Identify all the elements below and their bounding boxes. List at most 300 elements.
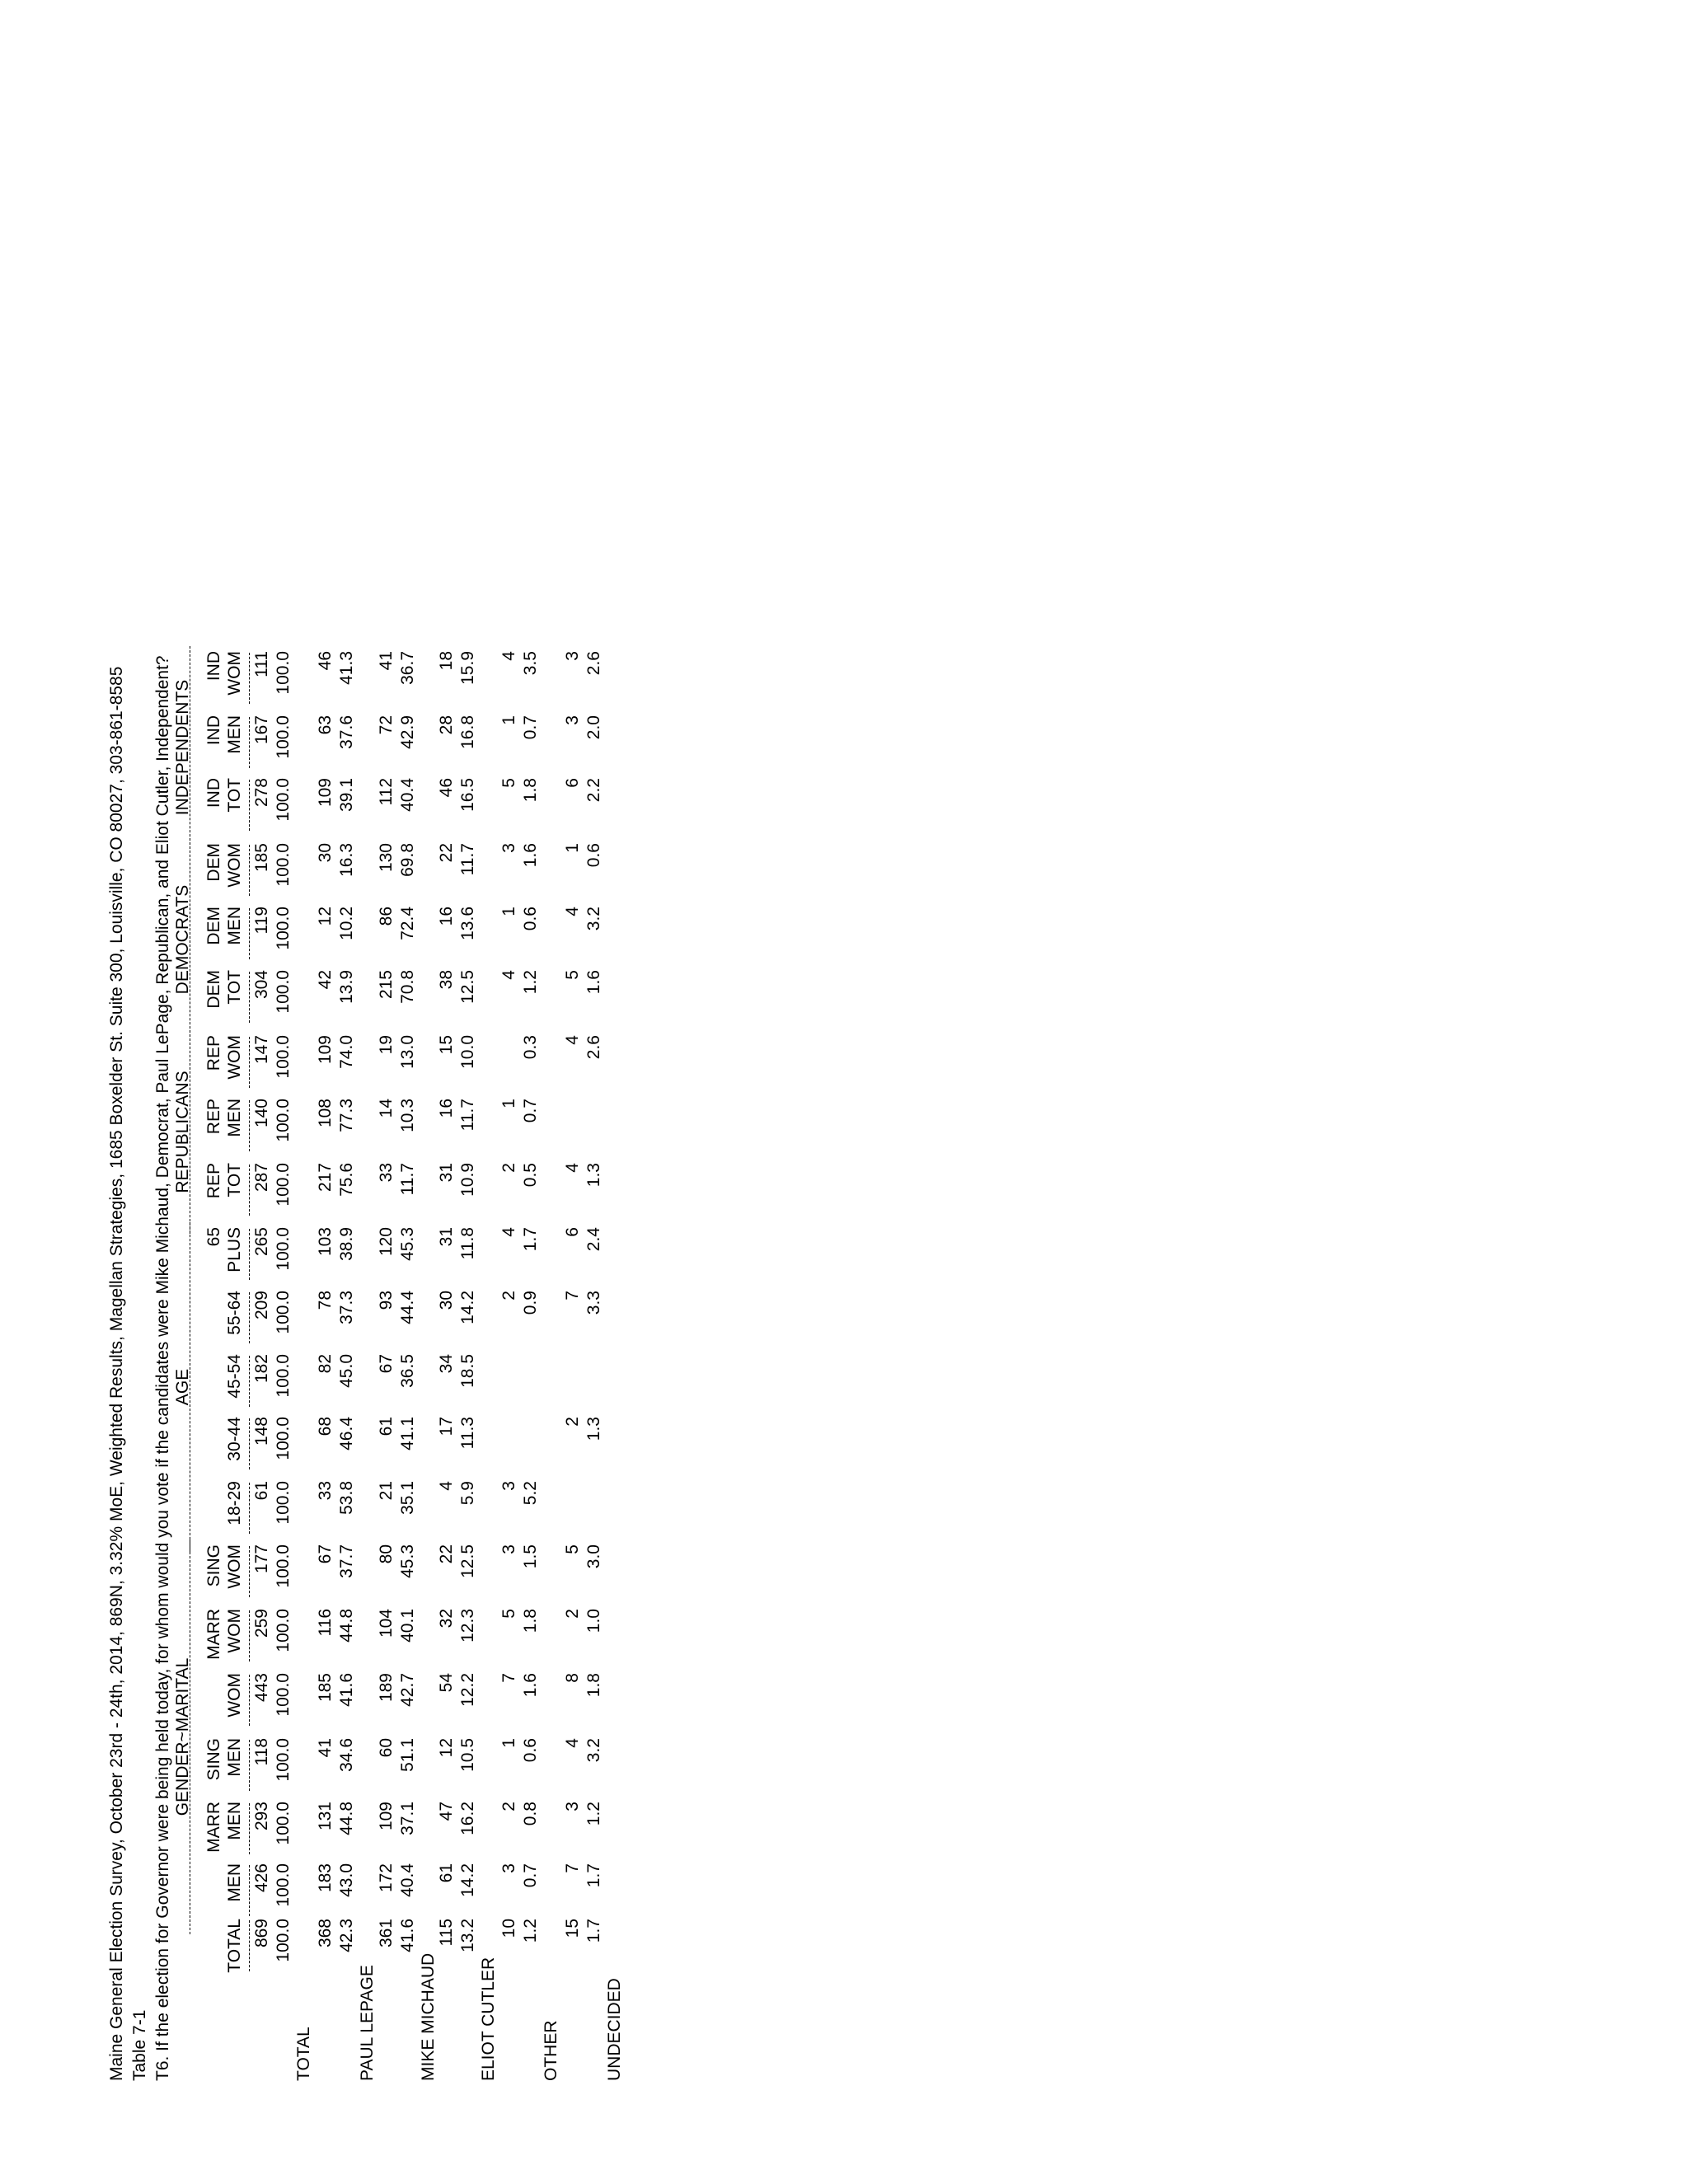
count-cell: 4 [563, 1738, 582, 1748]
count-cell: 3 [499, 1863, 518, 1873]
count-cell: 61 [437, 1863, 456, 1883]
count-cell: 12 [437, 1738, 456, 1758]
percent-cell: 1.2 [521, 970, 540, 995]
percent-cell: 10.0 [458, 1035, 477, 1069]
count-cell: 7 [563, 1291, 582, 1301]
count-cell: 30 [437, 1291, 456, 1310]
percent-cell: 12.5 [458, 1544, 477, 1578]
percent-cell: 100.0 [274, 1919, 293, 1962]
percent-cell: 0.7 [521, 715, 540, 740]
percent-cell: 41.1 [398, 1417, 417, 1451]
percent-cell: 41.6 [337, 1673, 356, 1707]
percent-cell: 100.0 [274, 1738, 293, 1782]
percent-cell: 37.6 [337, 715, 356, 749]
percent-cell: 2.2 [584, 778, 603, 803]
count-cell: 1 [499, 1099, 518, 1108]
percent-cell: 41.3 [337, 651, 356, 685]
column-header-line2: WOM [225, 651, 244, 696]
count-cell: 93 [377, 1291, 396, 1310]
row-label: PAUL LEPAGE [358, 1965, 377, 2081]
column-header-line1: REP [204, 1035, 223, 1071]
percent-cell: 0.6 [521, 907, 540, 931]
group-label: INDEPENDENTS [173, 679, 192, 816]
percent-cell: 11.3 [458, 1417, 477, 1450]
count-cell: 189 [377, 1673, 396, 1703]
column-rule [249, 1546, 250, 1597]
percent-cell: 11.7 [398, 1163, 417, 1196]
column-header-line1: DEM [204, 970, 223, 1009]
count-cell: 2 [499, 1291, 518, 1301]
count-cell: 119 [252, 907, 271, 935]
count-cell: 130 [377, 843, 396, 873]
column-header-line2: WOM [225, 1544, 244, 1589]
percent-cell: 1.8 [521, 1609, 540, 1633]
count-cell: 120 [377, 1227, 396, 1257]
percent-cell: 41.6 [398, 1919, 417, 1952]
percent-cell: 13.2 [458, 1919, 477, 1952]
percent-cell: 1.6 [521, 1673, 540, 1698]
column-rule [249, 653, 250, 704]
percent-cell: 3.2 [584, 907, 603, 931]
percent-cell: 11.7 [458, 1099, 477, 1132]
percent-cell: 1.3 [584, 1417, 603, 1441]
count-cell: 67 [377, 1354, 396, 1374]
percent-cell: 100.0 [274, 907, 293, 950]
count-cell: 3 [563, 715, 582, 725]
percent-cell: 42.7 [398, 1673, 417, 1707]
count-cell: 131 [316, 1802, 335, 1831]
group-label: REPUBLICANS [173, 1071, 192, 1193]
percent-cell: 75.6 [337, 1163, 356, 1197]
percent-cell: 44.4 [398, 1291, 417, 1324]
column-rule [249, 972, 250, 1023]
percent-cell: 36.5 [398, 1354, 417, 1388]
count-cell: 19 [377, 1035, 396, 1055]
percent-cell: 100.0 [274, 651, 293, 695]
percent-cell: 37.3 [337, 1291, 356, 1324]
percent-cell: 1.2 [584, 1802, 603, 1826]
column-rule [249, 780, 250, 831]
count-cell: 41 [377, 651, 396, 671]
count-cell: 10 [499, 1919, 518, 1938]
count-cell: 4 [563, 907, 582, 916]
column-header-line2: MEN [225, 715, 244, 754]
percent-cell: 14.2 [458, 1291, 477, 1324]
percent-cell: 13.9 [337, 970, 356, 1004]
column-header-line2: PLUS [225, 1227, 244, 1272]
percent-cell: 1.7 [521, 1227, 540, 1252]
percent-cell: 2.6 [584, 1035, 603, 1060]
column-header-line1: IND [204, 778, 223, 808]
group-label: GENDER~MARITAL [173, 1657, 192, 1816]
count-cell: 115 [437, 1919, 456, 1947]
column-header-line2: 55-64 [225, 1291, 244, 1335]
column-header-line1: MARR [204, 1802, 223, 1853]
percent-cell: 100.0 [274, 1099, 293, 1142]
percent-cell: 45.0 [337, 1354, 356, 1388]
percent-cell: 100.0 [274, 1035, 293, 1079]
column-rule [249, 1292, 250, 1343]
percent-cell: 12.2 [458, 1673, 477, 1707]
count-cell: 15 [437, 1035, 456, 1055]
count-cell: 185 [252, 843, 271, 873]
count-cell: 118 [252, 1738, 271, 1766]
percent-cell: 0.7 [521, 1863, 540, 1888]
count-cell: 278 [252, 778, 271, 808]
percent-cell: 36.7 [398, 651, 417, 685]
column-header-line1: IND [204, 651, 223, 682]
count-cell: 108 [316, 1099, 335, 1128]
column-rule [249, 1356, 250, 1407]
count-cell: 4 [499, 1227, 518, 1237]
column-header-line1: REP [204, 1099, 223, 1135]
percent-cell: 1.3 [584, 1163, 603, 1188]
percent-cell: 5.9 [458, 1481, 477, 1506]
column-header-line1: DEM [204, 907, 223, 945]
count-cell: 33 [377, 1163, 396, 1183]
count-cell: 869 [252, 1919, 271, 1948]
count-cell: 147 [252, 1035, 271, 1065]
percent-cell: 40.1 [398, 1609, 417, 1643]
survey-title: Maine General Election Survey, October 23rd - 24th, 2014, 869N, 3.32% MoE, Weighted Results, Magellan Strategies, 1685 Boxelder St. Suite 300, Louisville, CO 80027, 303-861-8585 [107, 666, 126, 2081]
column-rule [249, 1610, 250, 1661]
count-cell: 14 [377, 1099, 396, 1118]
column-rule [249, 1037, 250, 1088]
group-label: DEMOCRATS [173, 884, 192, 995]
percent-cell: 10.5 [458, 1738, 477, 1772]
count-cell: 172 [377, 1863, 396, 1893]
count-cell: 4 [499, 651, 518, 661]
group-label: AGE [173, 1368, 192, 1406]
percent-cell: 100.0 [274, 843, 293, 887]
column-header-line2: TOT [225, 1163, 244, 1197]
percent-cell: 39.1 [337, 778, 356, 812]
column-rule [249, 1803, 250, 1854]
count-cell: 17 [437, 1417, 456, 1436]
percent-cell: 1.0 [584, 1609, 603, 1633]
count-cell: 304 [252, 970, 271, 1000]
percent-cell: 77.3 [337, 1099, 356, 1132]
percent-cell: 1.2 [521, 1919, 540, 1943]
count-cell: 215 [377, 970, 396, 1000]
count-cell: 3 [499, 843, 518, 853]
percent-cell: 42.9 [398, 715, 417, 749]
percent-cell: 35.1 [398, 1481, 417, 1515]
count-cell: 148 [252, 1417, 271, 1446]
percent-cell: 2.0 [584, 715, 603, 740]
column-rule [249, 1165, 250, 1216]
percent-cell: 3.0 [584, 1544, 603, 1569]
percent-cell: 100.0 [274, 1481, 293, 1525]
count-cell: 5 [499, 778, 518, 788]
count-cell: 2 [563, 1417, 582, 1427]
percent-cell: 100.0 [274, 1544, 293, 1588]
count-cell: 7 [499, 1673, 518, 1683]
count-cell: 4 [563, 1163, 582, 1173]
percent-cell: 1.6 [584, 970, 603, 995]
count-cell: 3 [499, 1481, 518, 1491]
percent-cell: 1.8 [584, 1673, 603, 1698]
percent-cell: 70.8 [398, 970, 417, 1004]
count-cell: 1 [499, 1738, 518, 1748]
percent-cell: 0.3 [521, 1035, 540, 1060]
count-cell: 1 [499, 907, 518, 916]
column-header-line1: 65 [204, 1227, 223, 1247]
percent-cell: 100.0 [274, 1163, 293, 1207]
percent-cell: 2.6 [584, 651, 603, 676]
count-cell: 104 [377, 1609, 396, 1638]
percent-cell: 40.4 [398, 1863, 417, 1897]
percent-cell: 16.5 [458, 778, 477, 812]
percent-cell: 2.4 [584, 1227, 603, 1252]
table-number: Table 7-1 [130, 2009, 149, 2081]
count-cell: 2 [563, 1609, 582, 1619]
count-cell: 112 [377, 778, 396, 806]
percent-cell: 100.0 [274, 778, 293, 822]
row-label: UNDECIDED [605, 1978, 624, 2081]
count-cell: 31 [437, 1163, 456, 1183]
count-cell: 8 [563, 1673, 582, 1683]
count-cell: 443 [252, 1673, 271, 1703]
count-cell: 72 [377, 715, 396, 735]
column-header-line2: WOM [225, 843, 244, 888]
count-cell: 111 [252, 651, 271, 677]
count-cell: 33 [316, 1481, 335, 1501]
percent-cell: 1.6 [521, 843, 540, 868]
row-label: MIKE MICHAUD [419, 1952, 438, 2081]
column-header-line1: SING [204, 1544, 223, 1587]
percent-cell: 11.7 [458, 843, 477, 876]
percent-cell: 11.8 [458, 1227, 477, 1260]
count-cell: 177 [252, 1544, 271, 1574]
percent-cell: 100.0 [274, 1227, 293, 1271]
column-header-line1: MARR [204, 1609, 223, 1660]
count-cell: 426 [252, 1863, 271, 1893]
count-cell: 60 [377, 1738, 396, 1758]
count-cell: 46 [437, 778, 456, 798]
percent-cell: 12.5 [458, 970, 477, 1004]
count-cell: 5 [499, 1609, 518, 1619]
count-cell: 34 [437, 1354, 456, 1374]
count-cell: 22 [437, 1544, 456, 1564]
percent-cell: 1.5 [521, 1544, 540, 1569]
count-cell: 6 [563, 778, 582, 788]
percent-cell: 34.6 [337, 1738, 356, 1772]
row-label: TOTAL [294, 2027, 313, 2081]
count-cell: 287 [252, 1163, 271, 1193]
percent-cell: 13.0 [398, 1035, 417, 1069]
count-cell: 38 [437, 970, 456, 990]
percent-cell: 100.0 [274, 1802, 293, 1845]
column-rule [249, 717, 250, 768]
column-header-line2: MEN [225, 1802, 244, 1840]
percent-cell: 12.3 [458, 1609, 477, 1643]
percent-cell: 16.3 [337, 843, 356, 877]
percent-cell: 38.9 [337, 1227, 356, 1261]
percent-cell: 3.5 [521, 651, 540, 676]
column-header-line2: MEN [225, 1738, 244, 1777]
count-cell: 61 [252, 1481, 271, 1501]
column-header-line2: WOM [225, 1609, 244, 1653]
percent-cell: 15.9 [458, 651, 477, 685]
count-cell: 16 [437, 907, 456, 926]
percent-cell: 16.2 [458, 1802, 477, 1835]
column-header-line2: 30-44 [225, 1417, 244, 1461]
column-rule [249, 1418, 250, 1469]
count-cell: 63 [316, 715, 335, 735]
percent-cell: 3.2 [584, 1738, 603, 1763]
question-text: T6. If the election for Governor were being held today, for whom would you vote if the candidates were Mike Michaud, Democrat, Paul LePage, Republican, and Eliot Cutler, Independent? [153, 655, 172, 2081]
column-header-line2: WOM [225, 1035, 244, 1080]
count-cell: 209 [252, 1291, 271, 1320]
count-cell: 1 [563, 843, 582, 853]
column-header-line2: TOT [225, 778, 244, 813]
row-label: ELIOT CUTLER [479, 1957, 498, 2081]
count-cell: 109 [377, 1802, 396, 1831]
count-cell: 109 [316, 1035, 335, 1065]
count-cell: 18 [437, 651, 456, 671]
percent-cell: 0.7 [521, 1099, 540, 1123]
count-cell: 2 [499, 1802, 518, 1811]
count-cell: 217 [316, 1163, 335, 1193]
count-cell: 259 [252, 1609, 271, 1638]
count-cell: 361 [377, 1919, 396, 1948]
column-rule [249, 1483, 250, 1534]
count-cell: 167 [252, 715, 271, 745]
percent-cell: 46.4 [337, 1417, 356, 1451]
count-cell: 4 [563, 1035, 582, 1045]
count-cell: 32 [437, 1609, 456, 1629]
column-rule [249, 908, 250, 959]
percent-cell: 74.0 [337, 1035, 356, 1069]
column-header-line1: REP [204, 1163, 223, 1199]
percent-cell: 100.0 [274, 1863, 293, 1907]
column-rule [249, 1920, 250, 1971]
count-cell: 61 [377, 1417, 396, 1436]
percent-cell: 13.6 [458, 907, 477, 940]
column-header-line1: SING [204, 1738, 223, 1781]
percent-cell: 69.8 [398, 843, 417, 877]
column-header-line2: TOTAL [225, 1919, 244, 1973]
percent-cell: 100.0 [274, 1291, 293, 1334]
percent-cell: 42.3 [337, 1919, 356, 1952]
column-rule [249, 1229, 250, 1280]
column-rule [249, 1740, 250, 1791]
count-cell: 109 [316, 778, 335, 808]
column-header-line2: MEN [225, 907, 244, 945]
count-cell: 46 [316, 651, 335, 671]
percent-cell: 10.3 [398, 1099, 417, 1132]
percent-cell: 44.8 [337, 1802, 356, 1835]
percent-cell: 10.9 [458, 1163, 477, 1197]
percent-cell: 72.4 [398, 907, 417, 940]
percent-cell: 3.3 [584, 1291, 603, 1315]
count-cell: 2 [499, 1163, 518, 1173]
percent-cell: 5.2 [521, 1481, 540, 1506]
count-cell: 54 [437, 1673, 456, 1693]
count-cell: 293 [252, 1802, 271, 1831]
count-cell: 78 [316, 1291, 335, 1310]
count-cell: 86 [377, 907, 396, 926]
count-cell: 31 [437, 1227, 456, 1247]
column-rule [249, 1100, 250, 1151]
count-cell: 103 [316, 1227, 335, 1257]
column-header-line2: MEN [225, 1099, 244, 1137]
percent-cell: 100.0 [274, 715, 293, 759]
percent-cell: 43.0 [337, 1863, 356, 1897]
percent-cell: 0.6 [521, 1738, 540, 1763]
count-cell: 4 [499, 970, 518, 980]
column-rule [249, 845, 250, 896]
percent-cell: 0.8 [521, 1802, 540, 1826]
count-cell: 12 [316, 907, 335, 926]
count-cell: 42 [316, 970, 335, 990]
count-cell: 22 [437, 843, 456, 863]
count-cell: 16 [437, 1099, 456, 1118]
percent-cell: 100.0 [274, 1673, 293, 1717]
column-rule [249, 1675, 250, 1726]
percent-cell: 10.2 [337, 907, 356, 940]
count-cell: 28 [437, 715, 456, 735]
count-cell: 3 [563, 1802, 582, 1811]
count-cell: 5 [563, 970, 582, 980]
count-cell: 265 [252, 1227, 271, 1257]
percent-cell: 16.8 [458, 715, 477, 749]
count-cell: 82 [316, 1354, 335, 1374]
count-cell: 15 [563, 1919, 582, 1938]
percent-cell: 14.2 [458, 1863, 477, 1897]
percent-cell: 45.3 [398, 1227, 417, 1261]
count-cell: 140 [252, 1099, 271, 1128]
column-header-line2: MEN [225, 1863, 244, 1902]
percent-cell: 1.7 [584, 1863, 603, 1888]
percent-cell: 51.1 [398, 1738, 417, 1772]
percent-cell: 45.3 [398, 1544, 417, 1578]
count-cell: 30 [316, 843, 335, 863]
count-cell: 67 [316, 1544, 335, 1564]
count-cell: 182 [252, 1354, 271, 1384]
percent-cell: 18.5 [458, 1354, 477, 1388]
percent-cell: 0.9 [521, 1291, 540, 1315]
count-cell: 1 [499, 715, 518, 725]
count-cell: 185 [316, 1673, 335, 1703]
percent-cell: 100.0 [274, 1354, 293, 1398]
count-cell: 183 [316, 1863, 335, 1893]
count-cell: 3 [563, 651, 582, 661]
count-cell: 68 [316, 1417, 335, 1436]
percent-cell: 44.8 [337, 1609, 356, 1643]
count-cell: 47 [437, 1802, 456, 1821]
column-header-line1: DEM [204, 843, 223, 882]
percent-cell: 100.0 [274, 1609, 293, 1652]
column-header-line2: 45-54 [225, 1354, 244, 1399]
count-cell: 7 [563, 1863, 582, 1873]
percent-cell: 0.5 [521, 1163, 540, 1188]
count-cell: 41 [316, 1738, 335, 1758]
percent-cell: 0.6 [584, 843, 603, 868]
count-cell: 3 [499, 1544, 518, 1554]
column-header-line2: 18-29 [225, 1481, 244, 1526]
count-cell: 368 [316, 1919, 335, 1948]
count-cell: 4 [437, 1481, 456, 1491]
count-cell: 6 [563, 1227, 582, 1237]
column-header-line2: TOT [225, 970, 244, 1005]
count-cell: 5 [563, 1544, 582, 1554]
percent-cell: 100.0 [274, 1417, 293, 1460]
percent-cell: 100.0 [274, 970, 293, 1014]
percent-cell: 37.1 [398, 1802, 417, 1835]
percent-cell: 1.8 [521, 778, 540, 803]
